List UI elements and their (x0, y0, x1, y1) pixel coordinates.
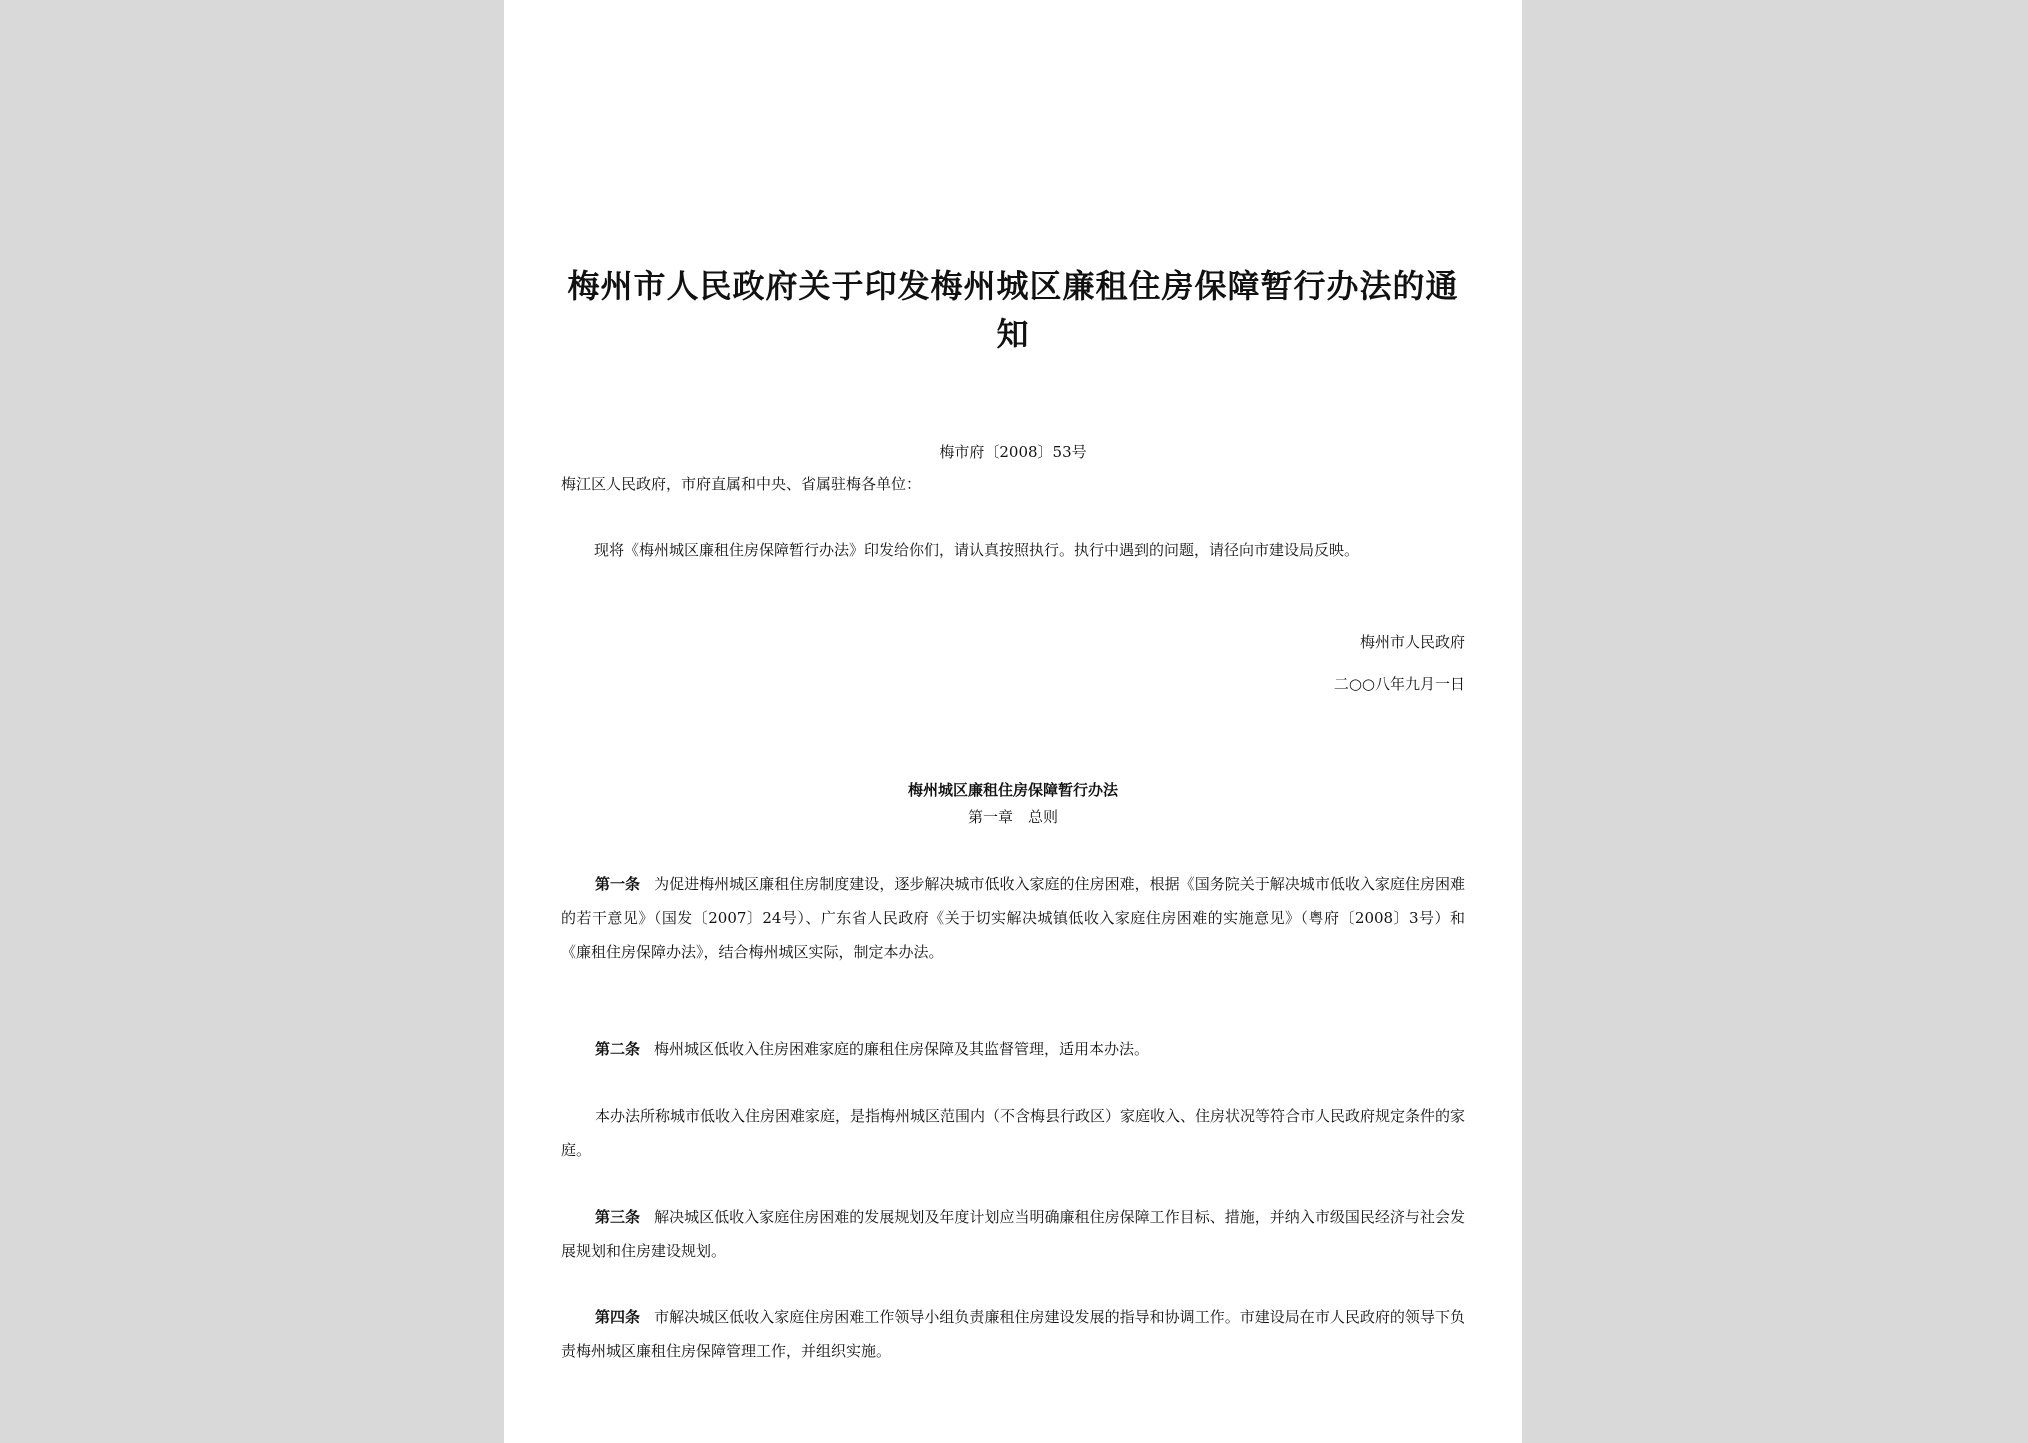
article-text: 本办法所称城市低收入住房困难家庭，是指梅州城区范围内（不含梅县行政区）家庭收入、住房状况等符合市人民政府规定条件的家庭。 (561, 1107, 1466, 1159)
article-3 (561, 1200, 1465, 1268)
article-number: 第三条 (595, 1208, 641, 1226)
article-text: 解决城区低收入家庭住房困难的发展规划及年度计划应当明确廉租住房保障工作目标、措施，并纳入市级国民经济与社会发展规划和住房建设规划。 (561, 1208, 1465, 1260)
document-page (504, 0, 1522, 1443)
document-title: 梅州市人民政府关于印发梅州城区廉租住房保障暂行办法的通知 (567, 267, 1459, 353)
article-number: 第四条 (595, 1308, 641, 1326)
article-number: 第一条 (595, 875, 641, 893)
article-2 (561, 1032, 1465, 1066)
article-1 (561, 867, 1465, 969)
article-4 (561, 1300, 1465, 1368)
document-number: 梅市府〔2008〕53号 (939, 443, 1087, 461)
article-2-paragraph (561, 1099, 1465, 1167)
signing-date: 二○○八年九月一日 (1333, 675, 1465, 693)
article-text: 市解决城区低收入家庭住房困难工作领导小组负责廉租住房建设发展的指导和协调工作。市建设局在市人民政府的领导下负责梅州城区廉租住房保障管理工作，并组织实施。 (561, 1308, 1465, 1360)
measures-title: 梅州城区廉租住房保障暂行办法 (907, 781, 1118, 799)
chapter-title: 第一章 总则 (967, 808, 1058, 826)
article-text: 梅州城区低收入住房困难家庭的廉租住房保障及其监督管理，适用本办法。 (654, 1040, 1150, 1058)
recipients-line: 梅江区人民政府，市府直属和中央、省属驻梅各单位： (561, 475, 922, 493)
article-text: 为促进梅州城区廉租住房制度建设，逐步解决城市低收入家庭的住房困难，根据《国务院关于解决城市低收入家庭住房困难的若干意见》（国发〔2007〕24号）、广东省人民政府《关于切实解决城镇低收入家庭住房困难的实施意见》（粤府〔2008〕3号）和《廉租住房保障办法》，结合梅州城区实际，制定本办法。 (561, 875, 1465, 961)
article-number: 第二条 (595, 1040, 641, 1058)
signatory: 梅州市人民政府 (1359, 633, 1465, 651)
intro-paragraph: 现将《梅州城区廉租住房保障暂行办法》印发给你们，请认真按照执行。执行中遇到的问题，请径向市建设局反映。 (594, 541, 1360, 559)
